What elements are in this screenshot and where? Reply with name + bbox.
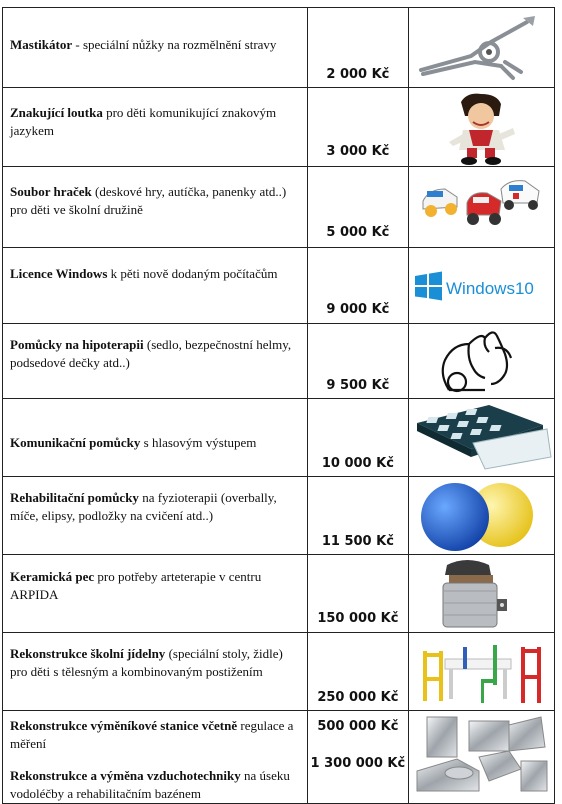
- item-name: Rekonstrukce a výměna vzduchotechniky: [10, 768, 241, 783]
- item-image: [408, 167, 554, 248]
- item-description: [3, 633, 308, 711]
- item-image: [408, 248, 554, 324]
- item-name: Keramická pec: [10, 569, 95, 584]
- table-row: [3, 324, 555, 399]
- exercise-balls-icon: [409, 477, 555, 555]
- item-detail: pro děti komunikující znakovým jazykem: [10, 105, 277, 138]
- item-image: [408, 477, 554, 555]
- item-name: Rekonstrukce výměníkové stanice včetně: [10, 718, 238, 733]
- masticator-scissors-icon: [409, 8, 555, 88]
- table-row: [3, 633, 555, 711]
- item-description: [3, 399, 308, 477]
- item-detail: (sedlo, bezpečnostní helmy, podsedové dečky atd..): [10, 337, 292, 370]
- item-description: [3, 711, 308, 804]
- item-name: Komunikační pomůcky: [10, 435, 141, 450]
- item-detail: na úseku vodoléčby a rehabilitačním bazénem: [10, 768, 290, 801]
- item-detail: (deskové hry, autíčka, panenky atd..) pro děti ve školní družině: [10, 184, 287, 217]
- item-name: Mastikátor: [10, 37, 73, 52]
- item-price: [308, 399, 409, 477]
- item-description: [3, 324, 308, 399]
- item-name: Pomůcky na hipoterapii: [10, 337, 144, 352]
- item-description: [3, 248, 308, 324]
- item-image: [408, 555, 554, 633]
- item-price: [308, 8, 409, 88]
- item-image: [408, 324, 554, 399]
- item-name: Rekonstrukce školní jídelny: [10, 646, 166, 661]
- item-price: [308, 248, 409, 324]
- ceramic-kiln-icon: [409, 555, 555, 633]
- price-value: 5 000 Kč: [326, 225, 390, 240]
- table-row: [3, 8, 555, 88]
- item-name: Licence Windows: [10, 266, 108, 281]
- table-row: [3, 248, 555, 324]
- price-value: 150 000 Kč: [317, 611, 399, 626]
- communication-device-icon: [409, 399, 555, 477]
- ventilation-ducts-icon: [409, 711, 555, 797]
- item-price: [308, 477, 409, 555]
- table-row: [3, 477, 555, 555]
- price-value: 1 300 000 Kč: [310, 756, 406, 771]
- item-name: Znakující loutka: [10, 105, 103, 120]
- item-description: [3, 477, 308, 555]
- item-detail: na fyzioterapii (overbally, míče, elipsy, podložky na cvičení atd..): [10, 490, 277, 523]
- dining-furniture-icon: [409, 633, 555, 711]
- price-value: 9 500 Kč: [326, 378, 390, 393]
- item-image: [408, 88, 554, 167]
- item-detail: (speciální stoly, židle) pro děti s tělesným a kombinovaným postižením: [10, 646, 283, 679]
- windows-logo-icon: [409, 248, 555, 324]
- price-value: 3 000 Kč: [326, 144, 390, 159]
- price-value: 11 500 Kč: [321, 534, 394, 549]
- item-price: [308, 324, 409, 399]
- item-image: [408, 633, 554, 711]
- item-detail: - speciální nůžky na rozmělnění stravy: [72, 37, 277, 52]
- item-detail: k pěti nově dodaným počítačům: [107, 266, 278, 281]
- item-price: [308, 555, 409, 633]
- item-price: [308, 633, 409, 711]
- item-name: Soubor hraček: [10, 184, 92, 199]
- item-name: Rehabilitační pomůcky: [10, 490, 139, 505]
- price-value: 500 000 Kč: [317, 719, 399, 734]
- list-item: [10, 717, 299, 753]
- item-price: [308, 88, 409, 167]
- list-item: [10, 767, 299, 803]
- item-description: [3, 167, 308, 248]
- price-value: 2 000 Kč: [326, 67, 390, 82]
- price-table: [2, 7, 555, 804]
- table-row: [3, 555, 555, 633]
- toy-cars-icon: [409, 167, 555, 248]
- item-detail: s hlasovým výstupem: [140, 435, 257, 450]
- item-detail: pro potřeby arteterapie v centru ARPIDA: [10, 569, 262, 602]
- item-price: [308, 167, 409, 248]
- hippotherapy-icon: [409, 324, 555, 399]
- item-price: [308, 711, 409, 804]
- item-description: [3, 8, 308, 88]
- price-value: 250 000 Kč: [317, 690, 399, 705]
- item-detail: regulace a měření: [10, 718, 294, 751]
- item-description: [3, 88, 308, 167]
- item-image: [408, 711, 554, 804]
- price-value: 9 000 Kč: [326, 302, 390, 317]
- price-value: 10 000 Kč: [321, 456, 394, 471]
- puppet-icon: [409, 88, 555, 167]
- item-image: [408, 399, 554, 477]
- table-row: [3, 711, 555, 804]
- item-description: [3, 555, 308, 633]
- table-row: [3, 88, 555, 167]
- item-image: [408, 8, 554, 88]
- table-row: [3, 399, 555, 477]
- windows-logo-text: Windows10: [445, 279, 534, 298]
- table-row: [3, 167, 555, 248]
